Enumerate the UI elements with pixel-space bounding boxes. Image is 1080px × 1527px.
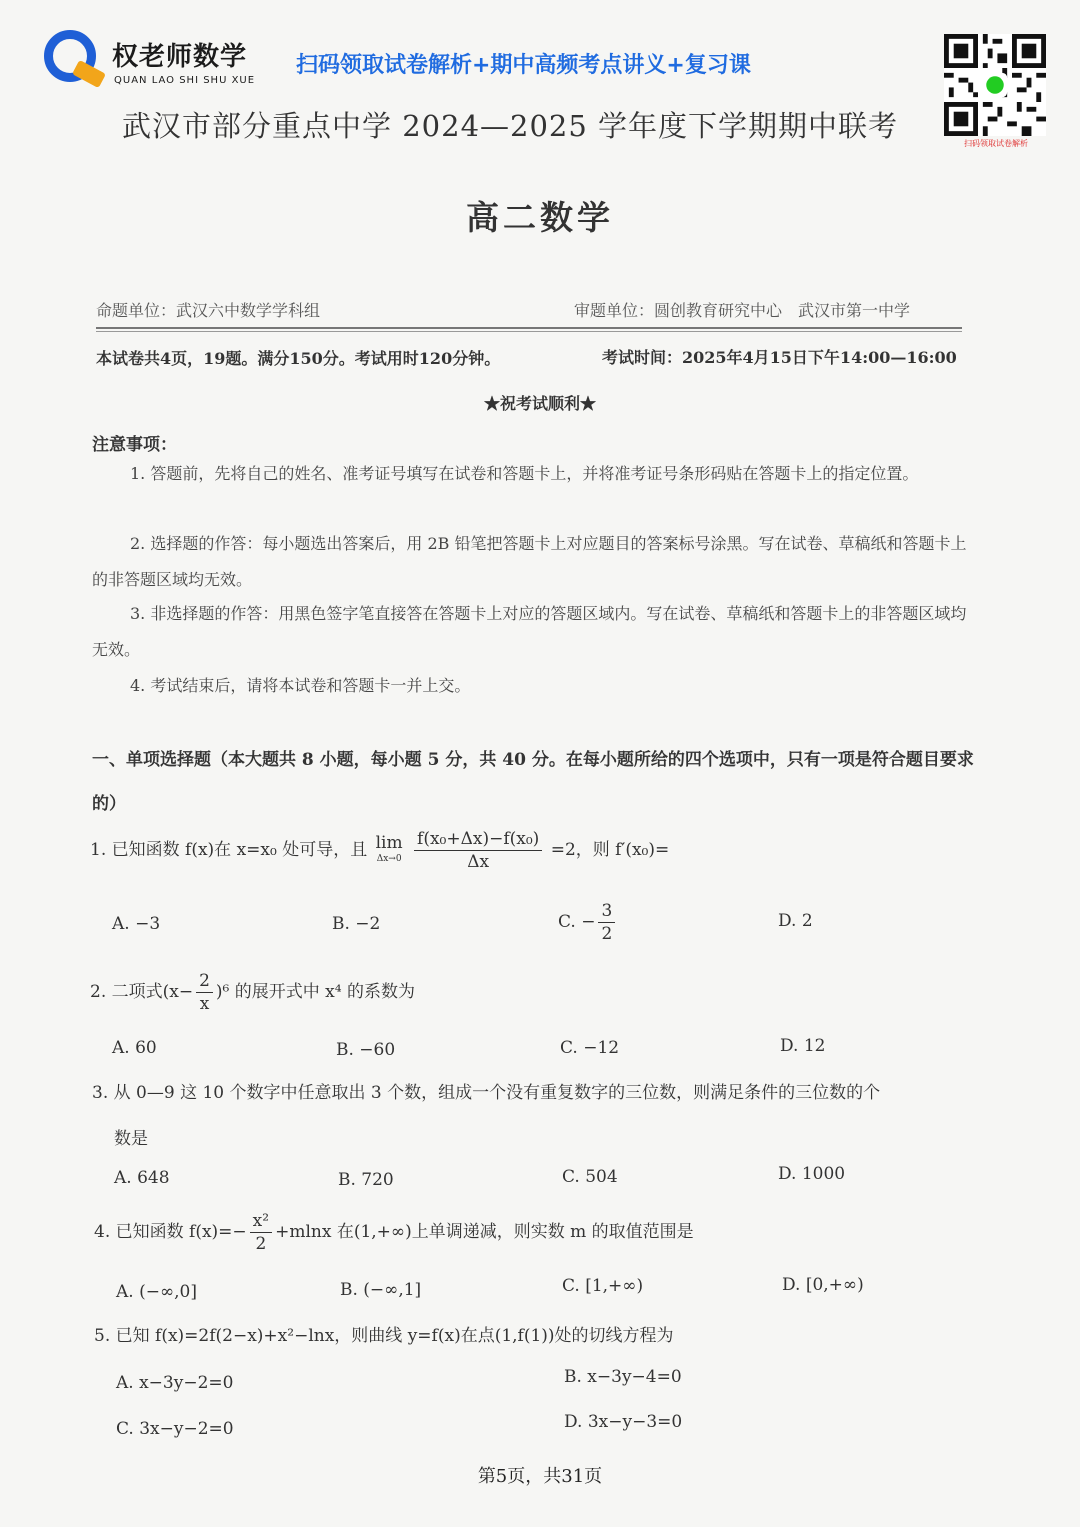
question-3-continued: 数是 bbox=[114, 1129, 148, 1149]
notice-item bbox=[92, 526, 972, 598]
denominator: 2 bbox=[601, 924, 613, 944]
option-c[interactable]: C. [1,+∞) bbox=[562, 1276, 644, 1296]
exam-title: 武汉市部分重点中学 2024—2025 学年度下学期期中联考 bbox=[122, 109, 899, 143]
subject-title: 高二数学 bbox=[466, 198, 614, 237]
question-5: 5. 已知 f(x)=2f(2−x)+x²−lnx，则曲线 y=f(x)在点(1,f(1))处的切线方程为 bbox=[94, 1326, 674, 1346]
header-rule bbox=[96, 327, 962, 329]
option-d[interactable]: D. 1000 bbox=[778, 1164, 846, 1184]
question-3: 3. 从 0—9 这 10 个数字中任意取出 3 个数，组成一个没有重复数字的三位数，则满足条件的三位数的个 bbox=[92, 1083, 881, 1103]
option-b[interactable]: B. −2 bbox=[332, 914, 381, 934]
question-stem-tail: )⁶ 的展开式中 x⁴ 的系数为 bbox=[215, 982, 415, 1002]
lim-subscript: Δx→0 bbox=[376, 853, 402, 864]
promo-text[interactable]: 扫码领取试卷解析+期中高频考点讲义+复习课 bbox=[296, 53, 751, 78]
brand-name: 权老师数学 bbox=[112, 42, 248, 72]
fraction bbox=[414, 828, 542, 873]
denominator: 2 bbox=[255, 1234, 267, 1254]
option-a[interactable]: A. x−3y−2=0 bbox=[116, 1373, 234, 1393]
option-c[interactable]: C. −12 bbox=[560, 1038, 620, 1058]
fraction bbox=[250, 1210, 272, 1255]
question-2 bbox=[90, 970, 415, 1015]
section-heading: 一、单项选择题（本大题共 8 小题，每小题 5 分，共 40 分。在每小题所给的四个选项中，只有一项是符合题目要求的） bbox=[92, 750, 974, 814]
question-4 bbox=[94, 1210, 694, 1255]
exam-info: 本试卷共4页，19题。满分150分。考试用时120分钟。 bbox=[96, 349, 501, 368]
option-c[interactable] bbox=[558, 900, 618, 945]
notice-text: 2. 选择题的作答：每小题选出答案后，用 2B 铅笔把答题卡上对应题目的答案标号涂黑。写在试卷、草稿纸和答题卡上的非答题区域均无效。 bbox=[92, 534, 967, 589]
question-stem: 1. 已知函数 f(x)在 x=x₀ 处可导，且 bbox=[90, 840, 368, 860]
notice-item bbox=[92, 456, 972, 492]
option-a[interactable]: A. 60 bbox=[112, 1038, 157, 1058]
notice-heading: 注意事项： bbox=[92, 435, 177, 455]
option-c[interactable]: C. 504 bbox=[562, 1167, 618, 1187]
numerator: 2 bbox=[196, 970, 213, 993]
option-b[interactable]: B. (−∞,1] bbox=[340, 1280, 422, 1300]
reviewer-unit: 审题单位：圆创教育研究中心 武汉市第一中学 bbox=[574, 301, 911, 320]
lim-text: lim bbox=[375, 832, 403, 853]
option-a[interactable]: A. −3 bbox=[112, 914, 161, 934]
option-d[interactable]: D. 2 bbox=[778, 911, 813, 931]
option-b[interactable]: B. −60 bbox=[336, 1040, 396, 1060]
option-a[interactable]: A. (−∞,0] bbox=[116, 1282, 197, 1302]
fraction bbox=[196, 970, 213, 1015]
page-number: 第5页，共31页 bbox=[477, 1466, 603, 1487]
brand-pinyin: QUAN LAO SHI SHU XUE bbox=[114, 75, 256, 86]
exam-time: 考试时间：2025年4月15日下午14:00—16:00 bbox=[602, 348, 957, 367]
option-d[interactable]: D. 12 bbox=[780, 1036, 826, 1056]
question-stem: 4. 已知函数 f(x)=− bbox=[94, 1222, 247, 1242]
qr-code-icon[interactable] bbox=[944, 34, 1046, 136]
notice-item bbox=[92, 596, 972, 668]
good-luck-banner: ★祝考试顺利★ bbox=[483, 394, 596, 413]
option-b[interactable]: B. 720 bbox=[338, 1170, 394, 1190]
denominator: Δx bbox=[467, 852, 490, 872]
numerator: x² bbox=[250, 1210, 272, 1233]
option-c-label: C. − bbox=[558, 912, 596, 932]
option-c[interactable]: C. 3x−y−2=0 bbox=[116, 1419, 234, 1439]
header-rule-thin bbox=[96, 331, 962, 332]
question-stem-tail: +mlnx 在(1,+∞)上单调递减，则实数 m 的取值范围是 bbox=[275, 1222, 694, 1242]
question-stem-tail: =2，则 f′(x₀)= bbox=[550, 840, 670, 860]
setter-unit: 命题单位：武汉六中数学学科组 bbox=[96, 301, 321, 320]
denominator: x bbox=[199, 994, 210, 1014]
numerator: f(x₀+Δx)−f(x₀) bbox=[414, 828, 542, 851]
option-d[interactable]: D. 3x−y−3=0 bbox=[564, 1412, 683, 1432]
option-b[interactable]: B. x−3y−4=0 bbox=[564, 1367, 682, 1387]
qr-caption: 扫码领取试卷解析 bbox=[964, 139, 1028, 148]
question-1 bbox=[90, 828, 669, 873]
question-stem: 2. 二项式(x− bbox=[90, 982, 194, 1002]
option-a[interactable]: A. 648 bbox=[114, 1168, 170, 1188]
notice-item bbox=[92, 668, 972, 704]
numerator: 3 bbox=[598, 900, 615, 923]
brand-logo-accent bbox=[72, 60, 106, 88]
notice-text: 3. 非选择题的作答：用黑色签字笔直接答在答题卡上对应的答题区域内。写在试卷、草稿纸和答题卡上的非答题区域均无效。 bbox=[92, 604, 967, 659]
limit-operator bbox=[375, 832, 403, 867]
notice-text: 1. 答题前，先将自己的姓名、准考证号填写在试卷和答题卡上，并将准考证号条形码贴在答题卡上的指定位置。 bbox=[130, 464, 919, 483]
notice-text: 4. 考试结束后，请将本试卷和答题卡一并上交。 bbox=[130, 676, 471, 695]
fraction bbox=[598, 900, 615, 945]
option-d[interactable]: D. [0,+∞) bbox=[782, 1275, 864, 1295]
